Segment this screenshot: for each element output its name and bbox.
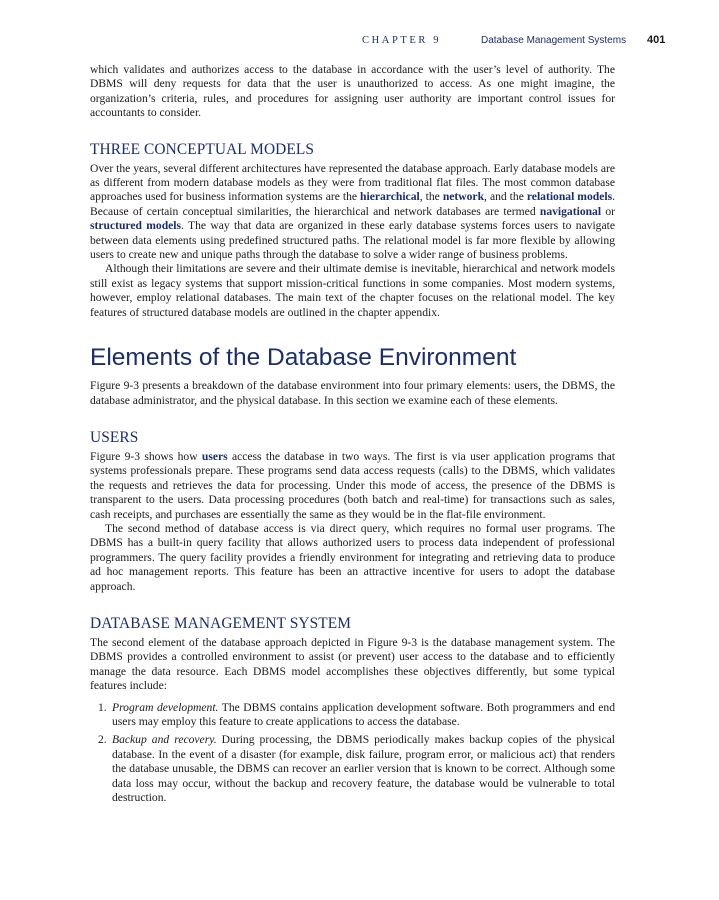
intro-paragraph: which validates and authorizes access to the database in accordance with the user’s level of authority. The DBMS will deny requests for data that the user is unauthorized to access. As one might imagine, the organization’s criteria, rules, and procedures for assigning user authority are important control issues for accountants to consider.: [90, 63, 615, 120]
page-number: 401: [647, 34, 666, 46]
term-relational-models: relational models: [526, 190, 613, 204]
dbms-paragraph: The second element of the database approach depicted in Figure 9-3 is the database management system. The DBMS provides a controlled environment to assist (or prevent) user access to the database and to efficiently manage the data resource. Each DBMS model accomplishes these objectives differently, but some typical features include:: [90, 635, 615, 693]
users-paragraph-1: Figure 9-3 shows how users access the database in two ways. The first is via user application programs that systems professionals prepare. These programs send data access requests (calls) to the DBMS, which validates the requests and retrieves the data for processing. Under this mode of access, the presence of the DBMS is transparent to the users. Data processing procedures (both batch and real-time) for transactions such as sales, cash receipts, and purchases are essentially the same as they would be in the flat-file environment.: [90, 449, 615, 521]
elements-paragraph: Figure 9-3 presents a breakdown of the database environment into four primary elements: users, the DBMS, the database administrator, and the physical database. In this section we examine each of these elements.: [90, 379, 615, 407]
list-item: 1. Program development. The DBMS contains application development software. Both programmers and end users may employ this feature to create applications to access the database.: [98, 700, 616, 728]
term-network: network: [442, 190, 485, 204]
three-models-paragraph-2: Although their limitations are severe and their ultimate demise is inevitable, hierarchical and network models still exist as legacy systems that support mission-critical functions in some companies. Most modern systems, however, employ relational databases. The main text of the chapter focuses on the relational model. The key features of structured database models are outlined in the chapter appendix.: [90, 262, 615, 319]
chapter-title: Database Management Systems: [481, 35, 627, 46]
list-item: 2. Backup and recovery. During processing, the DBMS periodically makes backup copies of the physical database. In the event of a disaster (for example, disk failure, program error, or malicious act) that renders the database unusable, the DBMS can recover an earlier version that is known to be correct. Although some data loss may occur, without the backup and recovery feature, the database would be vulnerable to total destruction.: [98, 733, 615, 805]
term-hierarchical: hierarchical: [360, 190, 420, 204]
three-models-heading: THREE CONCEPTUAL MODELS: [90, 140, 315, 158]
term-users: users: [201, 449, 228, 463]
term-structured-models: structured models: [90, 219, 182, 233]
dbms-heading: DATABASE MANAGEMENT SYSTEM: [90, 614, 352, 632]
term-navigational: navigational: [539, 204, 602, 218]
page-body: [90, 63, 615, 805]
users-paragraph-2: The second method of database access is via direct query, which requires no formal user programs. The DBMS has a built-in query facility that allows authorized users to process data independent of professional programmers. The query facility provides a friendly environment for integrating and retrieving data to produce ad hoc management reports. This feature has been an attractive incentive for users to adopt the database approach.: [90, 521, 615, 593]
users-heading: USERS: [90, 428, 139, 446]
chapter-label: CHAPTER 9: [362, 35, 442, 46]
list-item-title: Backup and recovery.: [112, 733, 217, 747]
three-models-paragraph-1: Over the years, several different architectures have represented the database approach. Early database models are as different from modern database models as they were from traditional flat files. The most common database approaches used for business information systems are the hierarchical, the network, and the relational models. Because of certain conceptual similarities, the hierarchical and network databases are termed navigational or structured models. The way that data are organized in these early database systems forces users to navigate between data elements using predefined structured paths. The relational model is far more flexible by allowing users to create new and unique paths through the database to solve a wider range of business problems.: [90, 161, 615, 262]
section-heading-elements: Elements of the Database Environment: [90, 344, 517, 372]
running-header: [0, 35, 719, 51]
dbms-feature-list: [90, 701, 615, 806]
list-item-title: Program development.: [112, 700, 219, 714]
